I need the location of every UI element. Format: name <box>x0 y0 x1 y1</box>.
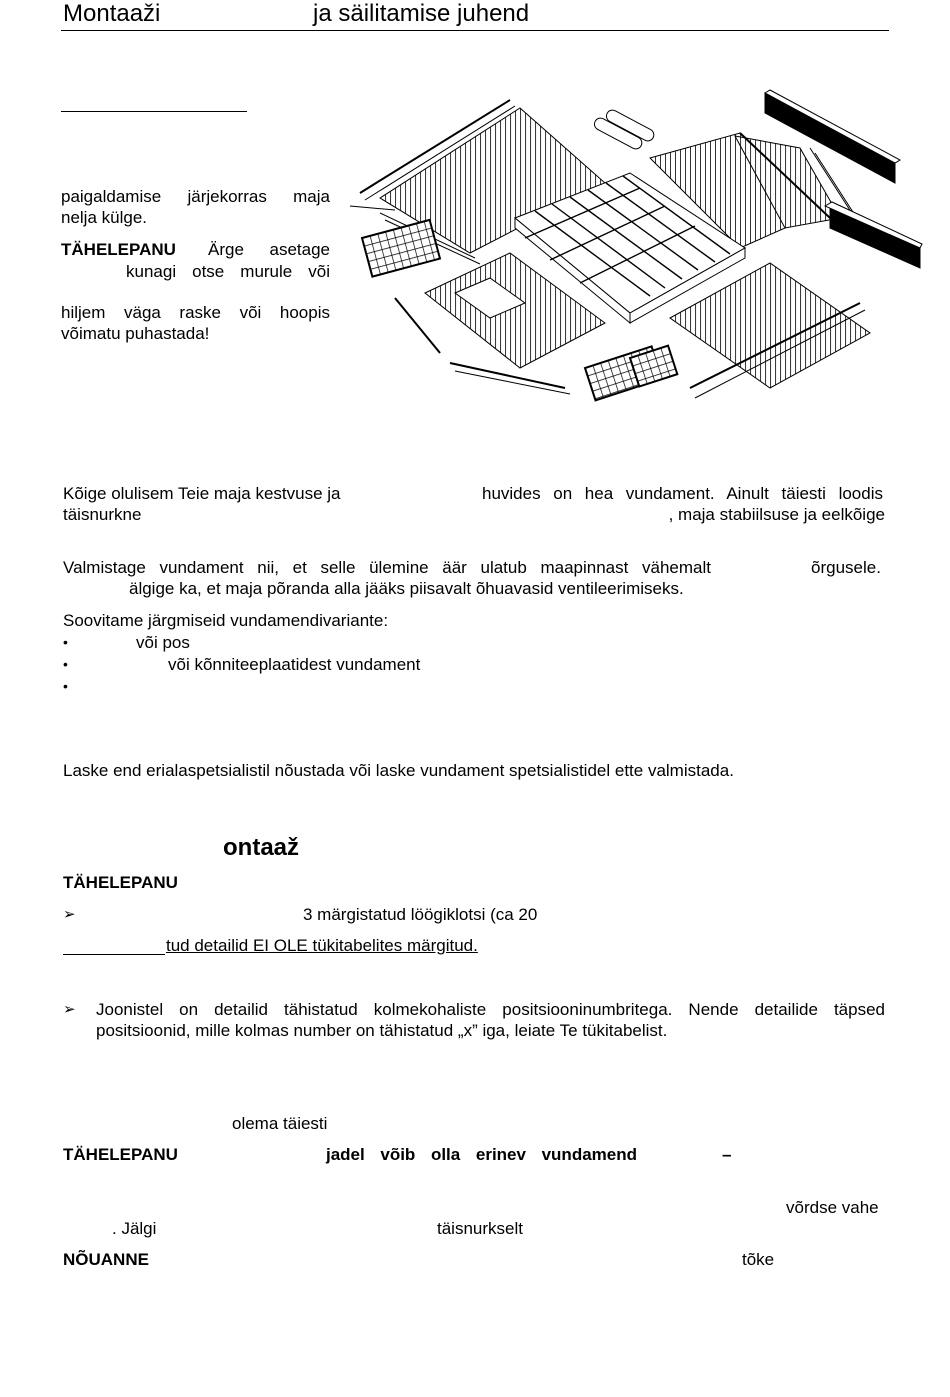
bottom-line4-b: täisnurkselt <box>437 1219 523 1238</box>
foundation-p1-a: Kõige olulisem Teie maja kestvuse ja <box>63 484 341 503</box>
foundation-p2-c: älgige ka, et maja põranda alla jääks piisavalt õhuavasid ventileerimiseks. <box>129 579 684 598</box>
assembly-item2-line1: Joonistel on detailid tähistatud kolmekohaliste positsiooninumbritega. Nende detailide täpsed <box>96 1000 885 1019</box>
intro-warning-text: Ärge asetage <box>208 240 330 259</box>
foundation-p1-d: , maja stabiilsuse ja eelkõige <box>668 505 885 524</box>
assembly-item1: 3 märgistatud löögiklotsi (ca 20 <box>303 905 538 924</box>
assembly-warning-label: TÄHELEPANU <box>63 873 178 892</box>
bottom-warning-label: TÄHELEPANU <box>63 1145 178 1164</box>
foundation-p4: Laske end erialaspetsialistil nõustada või laske vundament spetsialistidel ette valmistada. <box>63 761 734 780</box>
foundation-p3: Soovitame järgmiseid vundamendivariante: <box>63 611 389 630</box>
foundation-p1-b: huvides on hea vundament. Ainult täiesti loodis <box>482 484 883 503</box>
intro-line5: hiljem väga raske või hoopis <box>61 303 330 322</box>
assembly-item1-underlined: tud detailid EI OLE tükitabelites märgitud. <box>166 936 478 955</box>
header-title-part1: Montaaži <box>63 0 161 27</box>
arrow-bullet-icon: ➢ <box>63 1001 76 1018</box>
bottom-warning-text: jadel võib olla erinev vundamend <box>326 1145 637 1164</box>
bullet-icon: • <box>63 634 68 650</box>
bottom-dash: – <box>722 1145 732 1164</box>
assembly-heading: ontaaž <box>223 834 300 861</box>
exploded-house-parts-illustration <box>340 88 925 413</box>
bottom-tip-label: NÕUANNE <box>63 1250 149 1269</box>
intro-line1: paigaldamise järjekorras maja <box>61 187 330 206</box>
foundation-bullet-2: või kõnniteeplaatidest vundament <box>168 655 421 674</box>
header-title-part2: ja säilitamise juhend <box>313 0 530 27</box>
foundation-p1-c: täisnurkne <box>63 505 142 524</box>
intro-line4: kunagi otse murule või <box>126 262 330 281</box>
bottom-line3-right: võrdse vahe <box>786 1198 879 1217</box>
foundation-bullet-1: või pos <box>136 633 190 652</box>
header-rule <box>61 30 889 31</box>
intro-warning-label: TÄHELEPANU <box>61 240 176 259</box>
bullet-icon: • <box>63 656 68 672</box>
arrow-bullet-icon: ➢ <box>63 906 76 923</box>
foundation-p2-a: Valmistage vundament nii, et selle ülemine äär ulatub maapinnast vähemalt <box>63 558 711 577</box>
assembly-item2-line2: positsioonid, mille kolmas number on tähistatud „x” iga, leiate Te tükitabelist. <box>96 1021 668 1040</box>
bottom-line1: olema täiesti <box>232 1114 328 1133</box>
intro-line2: nelja külge. <box>61 208 148 227</box>
bullet-icon: • <box>63 678 68 694</box>
section-underline <box>61 111 247 112</box>
bottom-tip-right: tõke <box>742 1250 775 1269</box>
foundation-p2-b: õrgusele. <box>811 558 881 577</box>
bottom-line4-a: . Jälgi <box>112 1219 157 1238</box>
intro-line6: võimatu puhastada! <box>61 324 210 343</box>
assembly-underline <box>63 954 165 955</box>
